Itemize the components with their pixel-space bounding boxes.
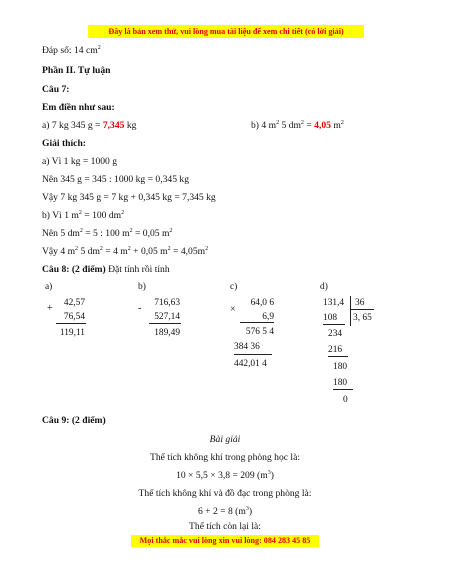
explain-line: b) Vì 1 $m^2 = 100$ $dm^2$ <box>42 209 125 221</box>
q7-title: Câu 7: <box>42 84 70 95</box>
result-rule <box>149 323 181 324</box>
division-step: 180 <box>333 378 348 388</box>
solution-line: 10 × 5,5 × 3,8 = 209 $(m^3)$ <box>176 469 274 481</box>
solution-line: Thể tích không khí và đồ đạc trong phòng là: <box>138 488 312 499</box>
explain-line: Nên 345 g = 345 : 1000 kg = 0,345 kg <box>42 174 189 185</box>
division-step: 108 <box>323 313 338 323</box>
partial-product: 384 36 <box>234 342 260 352</box>
division-step: 180 <box>333 362 348 372</box>
solution-line: Thể tích còn lại là: <box>189 521 261 532</box>
label-a: a) <box>45 282 53 292</box>
result: 189,49 <box>154 328 180 338</box>
solution-heading: Bài giải <box>209 434 241 445</box>
label-d: d) <box>320 282 328 292</box>
part-heading: Phần II. Tự luận <box>42 65 111 76</box>
q7-instruction: Em điền như sau: <box>42 102 115 113</box>
explain-line: Nên 5 $dm^2 = 5$ : 100 $m^2 = 0,05$ $m^2$ <box>42 227 173 239</box>
explain-line: Vậy 7 kg 345 g = 7 kg + 0,345 kg = 7,345 kg <box>42 192 216 203</box>
q7-answer-b: b) 4 $m^2$ 5 $dm^2 = 4,05$ $m^2$ <box>251 119 344 131</box>
operand: 716,63 <box>154 298 180 308</box>
result-rule <box>56 323 86 324</box>
q7-answer-a: a) 7 kg 345 g = 7,345 kg <box>42 120 137 131</box>
quotient: 3, 65 <box>353 313 372 323</box>
contact-banner: Mọi thắc mắc vui lòng xin vui lòng: 084 283 45 85 <box>131 535 319 547</box>
dividend: 131,4 <box>323 298 345 308</box>
explain-line: a) Vì 1 kg = 1000 g <box>42 156 118 167</box>
q8-title: Câu 8: (2 điểm) Đặt tính rồi tính <box>42 264 170 275</box>
division-step: 216 <box>328 345 343 355</box>
operand: 527,14 <box>154 312 180 322</box>
times-sign: × <box>230 304 236 315</box>
partial-product: 576 5 4 <box>245 327 274 337</box>
operand: 42,57 <box>63 298 85 308</box>
solution-line: Thể tích không khí trong phòng học là: <box>149 452 300 463</box>
q9-title: Câu 9: (2 điểm) <box>42 415 106 426</box>
result: 119,11 <box>59 328 85 338</box>
step-rule <box>323 324 345 325</box>
solution-line: 6 + 2 = 8 $(m^3)$ <box>197 505 253 517</box>
explain-line: Vậy 4 $m^2$ 5 $dm^2 = 4$ $m^2 + 0,05$ $m^2 = 4,05m^2$ <box>42 245 209 257</box>
step-rule <box>328 356 348 357</box>
result: 442,01 4 <box>234 359 267 369</box>
partial-rule <box>240 322 274 323</box>
operand: 64,0 6 <box>250 298 274 308</box>
divisor: 36 <box>355 298 365 308</box>
division-step: 234 <box>328 329 343 339</box>
result-rule <box>234 354 272 355</box>
plus-sign: + <box>47 303 53 314</box>
explain-title: Giải thích: <box>42 138 86 149</box>
minus-sign: - <box>138 303 142 314</box>
operand: 6,9 <box>262 312 274 322</box>
quotient-rule <box>350 309 374 310</box>
step-rule <box>333 389 353 390</box>
preview-banner: Đây là bản xem thử, vui lòng mua tài liệu để xem chi tiết (có lời giải) <box>88 25 364 38</box>
division-step: 0 <box>343 395 348 405</box>
label-b: b) <box>138 282 146 292</box>
answer-line: Đáp số: 14 $cm^2$ <box>42 44 101 56</box>
operand: 76,54 <box>63 312 85 322</box>
division-bar <box>350 296 351 326</box>
label-c: c) <box>230 282 238 292</box>
